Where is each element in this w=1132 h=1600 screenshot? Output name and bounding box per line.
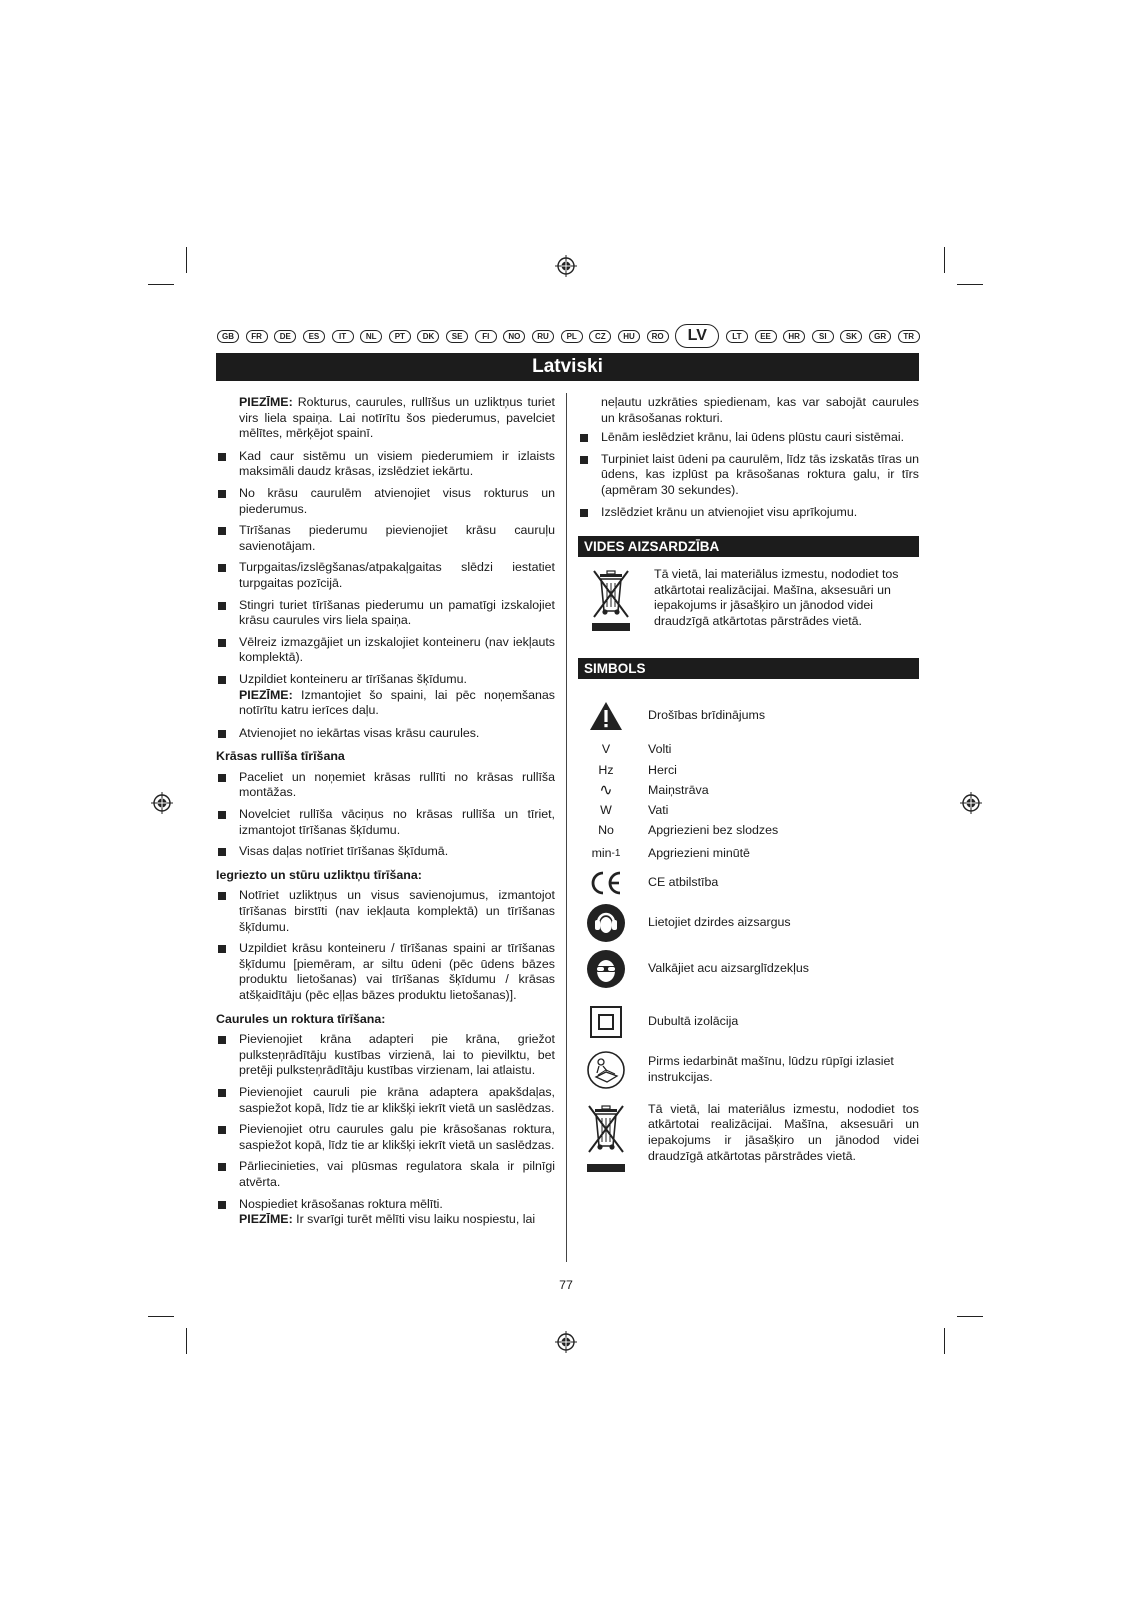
no-load-symbol: No	[598, 823, 614, 838]
list-item: Pievienojiet krāna adapteri pie krāna, griežot pulksteņrādītāju kustības virzienā, lai to pievilktu, bet pretēji pulksteņrādītāju kustības virzienam, lai atlaistu.	[216, 1032, 555, 1079]
symbol-row	[578, 948, 919, 990]
lang-tab[interactable]: HU	[618, 330, 640, 343]
ce-mark-icon	[578, 870, 634, 896]
lang-tab[interactable]: PL	[561, 330, 583, 343]
registration-mark-icon	[151, 792, 173, 814]
symbol-label: Pirms iedarbināt mašīnu, lūdzu rūpīgi izlasiet instrukcijas.	[648, 1054, 894, 1084]
list-item: Turpgaitas/izslēgšanas/atpakaļgaitas slēdzi iestatiet turpgaitas pozīcijā.	[216, 560, 555, 591]
symbol-label: Tā vietā, lai materiālus izmestu, nododiet tos atkārtotai realizācijai. Mašīna, aksesuāri un iepakojums ir jāsašķiro un jānodod videi draudzīgā atkārtotas pārstrādes vietā.	[648, 1101, 919, 1163]
symbol-label: Drošības brīdinājums	[648, 707, 766, 722]
lang-tab[interactable]: HR	[783, 330, 805, 343]
list-item: Notīriet uzliktņus un visus savienojumus, izmantojot tīrīšanas birstīti (nav iekļauta komplektā) un tīrīšanas šķīdumu.	[216, 888, 555, 935]
symbol-label: Apgriezieni minūtē	[648, 845, 750, 860]
lang-tab[interactable]: EE	[755, 330, 777, 343]
list-item: Nospiediet krāsošanas roktura mēlīti.	[216, 1197, 555, 1213]
note	[239, 1212, 555, 1228]
list-item: Tīrīšanas piederumu pievienojiet krāsu cauruļu savienotājam.	[216, 523, 555, 554]
continued-text: neļautu uzkrāties spiedienam, kas var sabojāt caurules un krāsošanas rokturi.	[601, 395, 919, 425]
watt-symbol: W	[600, 802, 612, 817]
lang-tab[interactable]: SE	[446, 330, 468, 343]
list-item: Pievienojiet cauruli pie krāna adaptera apakšdaļas, saspiežot kopā, līdz tie ar klikšķi iekrīt vietā un saslēdzas.	[216, 1085, 555, 1116]
weee-bin-icon	[578, 1102, 634, 1178]
note	[239, 688, 555, 719]
list-item: Izslēdziet krānu un atvienojiet visu aprīkojumu.	[578, 505, 919, 521]
crop-mark	[148, 284, 174, 285]
list-item: Stingri turiet tīrīšanas piederumu un pamatīgi izskalojiet krāsu caurules virs liela spaiņa.	[216, 598, 555, 629]
volt-symbol: V	[601, 741, 611, 756]
crop-mark	[186, 247, 187, 273]
crop-mark	[957, 1316, 983, 1317]
rpm-exponent: -1	[611, 847, 621, 859]
crop-mark	[944, 1328, 945, 1354]
lang-tab[interactable]: ES	[303, 330, 325, 343]
section-heading: SIMBOLS	[578, 658, 919, 679]
symbol-label: Lietojiet dzirdes aizsargus	[648, 914, 791, 929]
symbol-row	[578, 842, 919, 866]
lang-tab-active[interactable]: LV	[675, 324, 719, 348]
lang-tab[interactable]: CZ	[589, 330, 611, 343]
column-divider	[566, 393, 567, 1262]
symbol-label: Herci	[648, 762, 677, 777]
lang-tab[interactable]: FI	[475, 330, 497, 343]
note	[239, 395, 555, 442]
crop-mark	[944, 247, 945, 273]
language-tabs	[217, 322, 920, 350]
crop-mark	[957, 284, 983, 285]
list-item: Novelciet rullīša vāciņus no krāsas rullīša un tīriet, izmantojot tīrīšanas šķīdumu.	[216, 807, 555, 838]
symbols-table	[578, 697, 919, 1178]
hearing-protection-icon	[578, 903, 634, 943]
note-label: PIEZĪME:	[239, 1212, 293, 1227]
lang-tab[interactable]: SI	[812, 330, 834, 343]
lang-tab[interactable]: GB	[217, 330, 239, 343]
alternating-current-icon: ∿	[599, 781, 613, 799]
list-item: Uzpildiet krāsu konteineru / tīrīšanas spaini ar tīrīšanas šķīdumu [piemēram, ar siltu ūdeni (pēc ūdens bāzes produktu lietošanas) vai tīrīšanas šķīdumu / krāsas atšķaidītāju (pēc eļļas bāzes produktu lietošanas)].	[216, 941, 555, 1003]
lang-tab[interactable]: PT	[389, 330, 411, 343]
symbol-row	[578, 781, 919, 801]
lang-tab[interactable]: FR	[246, 330, 268, 343]
registration-mark-icon	[555, 1331, 577, 1353]
lang-tab[interactable]: DK	[417, 330, 439, 343]
lang-tab[interactable]: IT	[332, 330, 354, 343]
left-column	[216, 395, 555, 1235]
symbol-label: Volti	[648, 741, 672, 756]
note-text: Izmantojiet šo spaini, lai pēc noņemšanas notīrītu katru ierīces daļu.	[239, 687, 555, 718]
note-text: Rokturus, caurules, rullīšus un uzliktņus turiet virs liela spaiņa. Lai notīrītu šos piederumus, pavelciet mēlītes, mērķējot spainī.	[239, 395, 555, 441]
right-column	[578, 395, 919, 1178]
registration-mark-icon	[960, 792, 982, 814]
symbol-label: Valkājiet acu aizsarglīdzekļus	[648, 960, 809, 975]
environment-block	[578, 567, 919, 640]
list-item: Vēlreiz izmazgājiet un izskalojiet konteineru (nav iekļauts komplektā).	[216, 635, 555, 666]
page-title: Latviski	[216, 353, 919, 381]
section-heading: Caurules un roktura tīrīšana:	[216, 1011, 386, 1026]
read-manual-icon	[578, 1050, 634, 1090]
symbol-row	[578, 697, 919, 735]
page-number: 77	[559, 1278, 573, 1292]
lang-tab[interactable]: NO	[503, 330, 525, 343]
note-label: PIEZĪME:	[239, 687, 293, 702]
warning-triangle-icon	[578, 701, 634, 731]
lang-tab[interactable]: DE	[274, 330, 296, 343]
symbol-row	[578, 902, 919, 944]
double-insulation-icon	[578, 1005, 634, 1039]
list-item: Lēnām ieslēdziet krānu, lai ūdens plūstu cauri sistēmai.	[578, 430, 919, 446]
symbol-row	[578, 821, 919, 842]
lang-tab[interactable]: LT	[726, 330, 748, 343]
lang-tab[interactable]: RO	[647, 330, 669, 343]
section-heading: VIDES AIZSARDZĪBA	[578, 536, 919, 557]
lang-tab[interactable]: NL	[360, 330, 382, 343]
section-heading: Krāsas rullīša tīrīšana	[216, 749, 345, 764]
symbol-label: Apgriezieni bez slodzes	[648, 823, 779, 838]
symbol-label: Maiņstrāva	[648, 782, 709, 797]
lang-tab[interactable]: SK	[840, 330, 862, 343]
symbol-label: Dubultā izolācija	[648, 1013, 739, 1028]
crop-mark	[186, 1328, 187, 1354]
symbol-row	[578, 866, 919, 900]
list-item: Uzpildiet konteineru ar tīrīšanas šķīdumu.	[216, 672, 555, 688]
list-item: Pievienojiet otru caurules galu pie krāsošanas roktura, saspiežot kopā, līdz tie ar klikšķi iekrīt vietā un saslēdzas.	[216, 1122, 555, 1153]
list-item: Paceliet un noņemiet krāsas rullīti no krāsas rullīša montāžas.	[216, 770, 555, 801]
list-item: Visas daļas notīriet tīrīšanas šķīdumā.	[216, 844, 555, 860]
note-text: Ir svarīgi turēt mēlīti visu laiku nospiestu, lai	[292, 1212, 536, 1227]
lang-tab[interactable]: GR	[869, 330, 891, 343]
weee-bin-icon	[586, 567, 642, 640]
symbol-row	[578, 1048, 919, 1092]
symbol-label: Vati	[648, 802, 669, 817]
list-item: No krāsu caurulēm atvienojiet visus rokturus un piederumus.	[216, 486, 555, 517]
symbol-row	[578, 1102, 919, 1178]
symbol-row	[578, 801, 919, 821]
crop-mark	[148, 1316, 174, 1317]
symbol-row	[578, 739, 919, 761]
symbol-row	[578, 1000, 919, 1044]
environment-text: Tā vietā, lai materiālus izmestu, nododiet tos atkārtotai realizācijai. Mašīna, aksesuāri un iepakojums ir jāsašķiro un jānodod videi draudzīgā atkārtotas pārstrādes vietā.	[654, 567, 899, 628]
hertz-symbol: Hz	[598, 762, 614, 777]
lang-tab[interactable]: TR	[898, 330, 920, 343]
rpm-symbol	[578, 846, 634, 862]
symbol-row	[578, 761, 919, 781]
list-item: Pārliecinieties, vai plūsmas regulatora skala ir pilnīgi atvērta.	[216, 1159, 555, 1190]
list-item: Turpiniet laist ūdeni pa caurulēm, līdz tās izskatās tīras un ūdens, kas izplūst pa krāsošanas roktura galu, ir tīrs (apmēram 30 sekundes).	[578, 452, 919, 499]
list-item: Kad caur sistēmu un visiem piederumiem ir izlaists maksimāli daudz krāsas, izslēdziet iekārtu.	[216, 449, 555, 480]
section-heading: Iegriezto un stūru uzliktņu tīrīšana:	[216, 867, 422, 882]
note-label: PIEZĪME:	[239, 395, 293, 409]
list-item: Atvienojiet no iekārtas visas krāsu caurules.	[216, 726, 555, 742]
registration-mark-icon	[555, 255, 577, 277]
symbol-label: CE atbilstība	[648, 874, 719, 889]
eye-protection-icon	[578, 949, 634, 989]
rpm-unit: min	[591, 845, 612, 860]
lang-tab[interactable]: RU	[532, 330, 554, 343]
